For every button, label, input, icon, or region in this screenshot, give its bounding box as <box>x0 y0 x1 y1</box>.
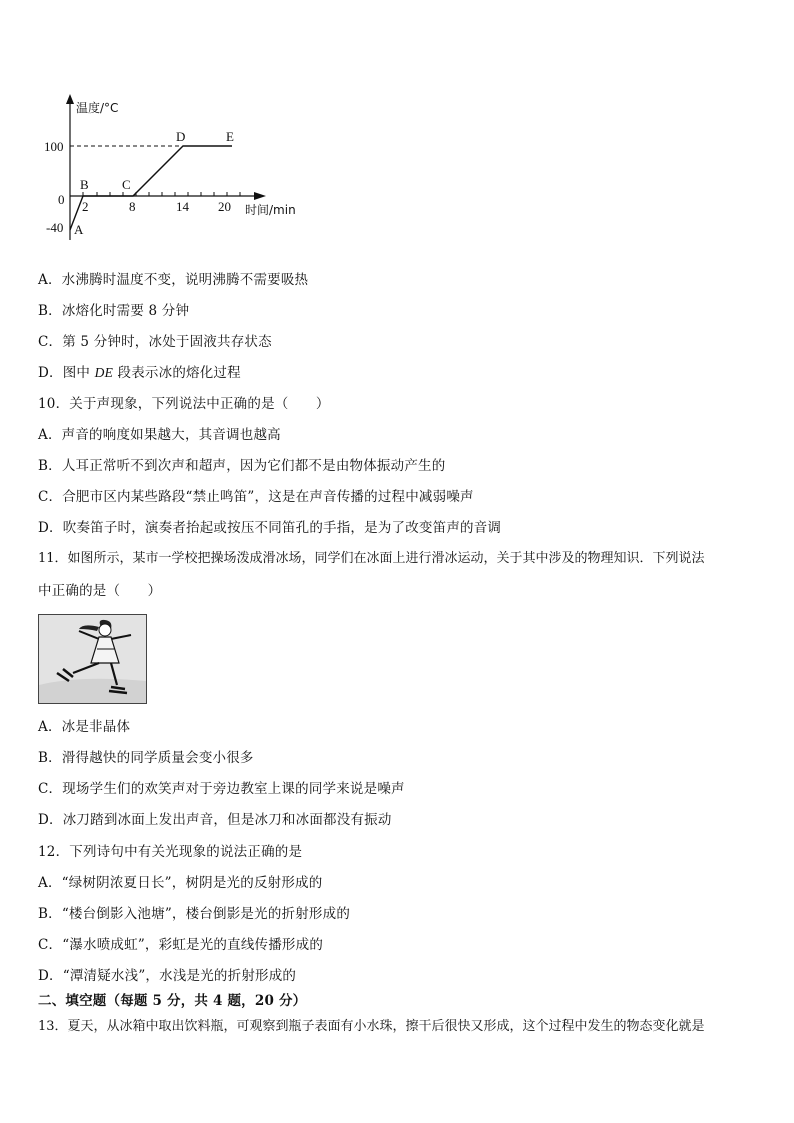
q11-option-b: B．滑得越快的同学质量会变小很多 <box>38 750 254 766</box>
q10-stem: 10．关于声现象，下列说法中正确的是（ ） <box>38 396 330 412</box>
q11-option-a: A．冰是非晶体 <box>38 719 131 735</box>
q9-option-a: A．水沸腾时温度不变，说明沸腾不需要吸热 <box>38 272 309 288</box>
q13-stem: 13．夏天，从冰箱中取出饮料瓶，可观察到瓶子表面有小水珠，擦干后很快又形成，这个过程中发生的物态变化就是 <box>38 1019 705 1034</box>
q12-stem: 12．下列诗句中有关光现象的说法正确的是 <box>38 844 303 860</box>
q11-stem-line1: 11．如图所示，某市一学校把操场泼成滑冰场，同学们在冰面上进行滑冰运动，关于其中涉及的物理知识．下列说法 <box>38 551 705 566</box>
point-label-e: E <box>226 129 234 144</box>
x-tick-2: 2 <box>82 199 89 214</box>
q10-option-a: A．声音的响度如果越大，其音调也越高 <box>38 427 281 443</box>
q9-option-b: B．冰熔化时需要 8 分钟 <box>38 303 190 319</box>
q10-option-d: D．吹奏笛子时，演奏者抬起或按压不同笛孔的手指，是为了改变笛声的音调 <box>38 520 502 536</box>
y-axis-arrow <box>66 94 74 104</box>
q12-option-c: C．“瀑水喷成虹”，彩虹是光的直线传播形成的 <box>38 937 324 953</box>
q12-option-b: B．“楼台倒影入池塘”，楼台倒影是光的折射形成的 <box>38 906 351 922</box>
q11-option-c: C．现场学生们的欢笑声对于旁边教室上课的同学来说是噪声 <box>38 781 405 797</box>
q10-option-c: C．合肥市区内某些路段“禁止鸣笛”，这是在声音传播的过程中减弱噪声 <box>38 489 474 505</box>
x-tick-14: 14 <box>176 199 189 214</box>
x-axis-arrow <box>254 192 266 200</box>
point-label-a: A <box>74 222 84 237</box>
q9-option-d-suffix: 段表示冰的熔化过程 <box>113 365 241 381</box>
q12-option-a: A．“绿树阴浓夏日长”，树阴是光的反射形成的 <box>38 875 323 891</box>
section-2-heading: 二、填空题（每题 5 分，共 4 题，20 分） <box>38 993 307 1009</box>
y-tick-100: 100 <box>44 139 64 154</box>
q9-option-d-var: DE <box>94 365 114 380</box>
point-label-b: B <box>80 177 89 192</box>
y-tick-0: 0 <box>58 192 65 207</box>
x-tick-20: 20 <box>218 199 231 214</box>
y-tick-minus40: -40 <box>46 220 64 235</box>
q9-option-d <box>38 364 241 382</box>
q11-option-d: D．冰刀踏到冰面上发出声音，但是冰刀和冰面都没有振动 <box>38 812 392 828</box>
x-axis-label: 时间/min <box>245 203 296 217</box>
q10-option-b: B．人耳正常听不到次声和超声，因为它们都不是由物体振动产生的 <box>38 458 446 474</box>
skater-figure <box>39 615 146 703</box>
skater-illustration <box>38 614 147 704</box>
y-axis-label: 温度/°C <box>76 101 119 115</box>
temperature-time-graph <box>30 90 310 250</box>
point-label-d: D <box>176 129 186 144</box>
x-tick-8: 8 <box>129 199 136 214</box>
q9-option-c: C．第 5 分钟时，冰处于固液共存状态 <box>38 334 272 350</box>
temperature-curve <box>70 146 232 230</box>
point-label-c: C <box>122 177 131 192</box>
q12-option-d: D．“潭清疑水浅”，水浅是光的折射形成的 <box>38 968 297 984</box>
q9-option-d-prefix: D．图中 <box>38 365 95 381</box>
q11-stem-line2: 中正确的是（ ） <box>38 583 162 599</box>
